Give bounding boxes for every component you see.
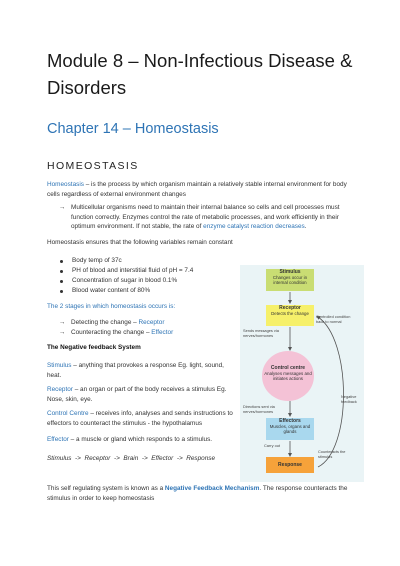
variable-text: Body temp of 37c — [72, 257, 122, 264]
chapter-heading: Chapter 14 – Homeostasis — [47, 121, 219, 137]
stage-term: Effector — [151, 329, 174, 336]
negative-feedback-diagram — [240, 265, 364, 482]
label-negative-feedback: Negative feedback — [341, 394, 357, 404]
variable-text: PH of blood and interstitial fluid of pH = 7.4 — [72, 267, 194, 274]
list-item — [60, 266, 193, 276]
label-carry-out: Carry out — [264, 443, 280, 448]
definition-text: – is the process by which organism maintain a relatively stable internal environment for body cells regardless of external environment changes — [47, 181, 347, 198]
control-centre-title: Control centre — [270, 365, 306, 371]
effector-definition — [47, 435, 233, 445]
control-text: – receives info, analyses and sends instructions to effectors to counteract the stimulus - the hypothalamus — [47, 410, 233, 427]
arrow-point-text: Multicellular organisms need to maintain their internal balance so cells and cell processes must function correctly. Enzymes control the rate of metabolic processes, and work efficiently in their optimum environment. If not stable, the rate of — [71, 204, 340, 231]
stage-item — [59, 318, 165, 328]
arrow-point-enzymes — [59, 203, 355, 232]
stage-item — [59, 328, 174, 338]
response-box — [266, 457, 314, 473]
label-controlled-condition: Controlled condition back to normal — [316, 314, 351, 324]
process-chain: Stimulus -> Receptor -> Brain -> Effector -> Response — [47, 455, 216, 462]
label-counteracts: Counteracts the stimulus — [318, 449, 346, 459]
variables-list — [60, 256, 193, 296]
list-item — [60, 286, 193, 296]
stage-term: Receptor — [138, 319, 165, 326]
term-receptor: Receptor — [47, 386, 73, 393]
receptor-box-text: Detects the change — [271, 311, 309, 316]
arrow-negative-feedback — [318, 317, 344, 467]
effectors-box — [266, 418, 314, 440]
term-effector: Effector — [47, 436, 69, 443]
arrow-icon: → — [59, 319, 66, 326]
effectors-box-title: Effectors — [279, 418, 301, 424]
term-homeostasis: Homeostasis — [47, 181, 84, 188]
feedback-heading: The Negative feedback System — [47, 344, 141, 351]
receptor-box-title: Receptor — [279, 305, 301, 311]
variable-text: Blood water content of 80% — [72, 287, 151, 294]
receptor-text: – an organ or part of the body receives a stimulus Eg. Nose, skin, eye. — [47, 386, 227, 403]
enzyme-highlight: enzyme catalyst reaction decreases — [203, 223, 305, 231]
bullet-icon — [60, 280, 63, 283]
receptor-definition — [47, 385, 230, 404]
list-item — [60, 276, 193, 286]
bullet-icon — [60, 290, 63, 293]
effector-text: – a muscle or gland which responds to a stimulus. — [68, 436, 213, 443]
control-definition — [47, 409, 233, 428]
list-item — [60, 256, 193, 266]
arrow-point-end: . — [304, 223, 307, 231]
variables-intro: Homeostasis ensures that the following variables remain constant — [47, 239, 233, 246]
page-title: Module 8 – Non-Infectious Disease & Disorders — [47, 50, 353, 98]
stage-text: Detecting the change – — [71, 319, 139, 326]
term-control-centre: Control Centre — [47, 410, 89, 417]
variable-text: Concentration of sugar in blood 0.1% — [72, 277, 178, 284]
arrow-icon: → — [59, 204, 66, 211]
effectors-box-text: Muscles, organs and glands — [269, 424, 311, 434]
bullet-icon — [60, 270, 63, 273]
definition-paragraph — [47, 180, 353, 199]
response-box-title: Response — [278, 462, 302, 468]
stimulus-text: – anything that provokes a response Eg. light, sound, heat. — [47, 362, 224, 379]
stage-text: Counteracting the change – — [71, 329, 152, 336]
bullet-icon — [60, 260, 63, 263]
arrow-icon: → — [59, 329, 66, 336]
control-centre-circle — [262, 351, 314, 401]
closing-text: This self regulating system is known as a — [47, 485, 165, 492]
closing-paragraph — [47, 484, 353, 503]
stages-intro: The 2 stages in which homeostasis occurs is: — [47, 303, 176, 310]
stimulus-definition — [47, 361, 230, 380]
control-centre-text: Analyses messages and initiates actions — [264, 371, 312, 381]
section-heading: HOMEOSTASIS — [47, 160, 139, 172]
stimulus-box — [266, 269, 314, 291]
receptor-box — [266, 305, 314, 326]
term-negative-feedback: Negative Feedback Mechanism — [164, 485, 260, 492]
closing-text-end: . The response counteracts the stimulus in order to keep homeostasis — [47, 485, 348, 502]
stimulus-box-title: Stimulus — [279, 269, 301, 275]
term-stimulus: Stimulus — [47, 362, 72, 369]
label-sends-messages: Sends messages via nerves/hormones — [243, 328, 279, 338]
stimulus-box-text: Changes occur in internal condition — [272, 275, 308, 285]
label-directions-sent: Directions sent via nerves/hormones — [243, 404, 275, 414]
